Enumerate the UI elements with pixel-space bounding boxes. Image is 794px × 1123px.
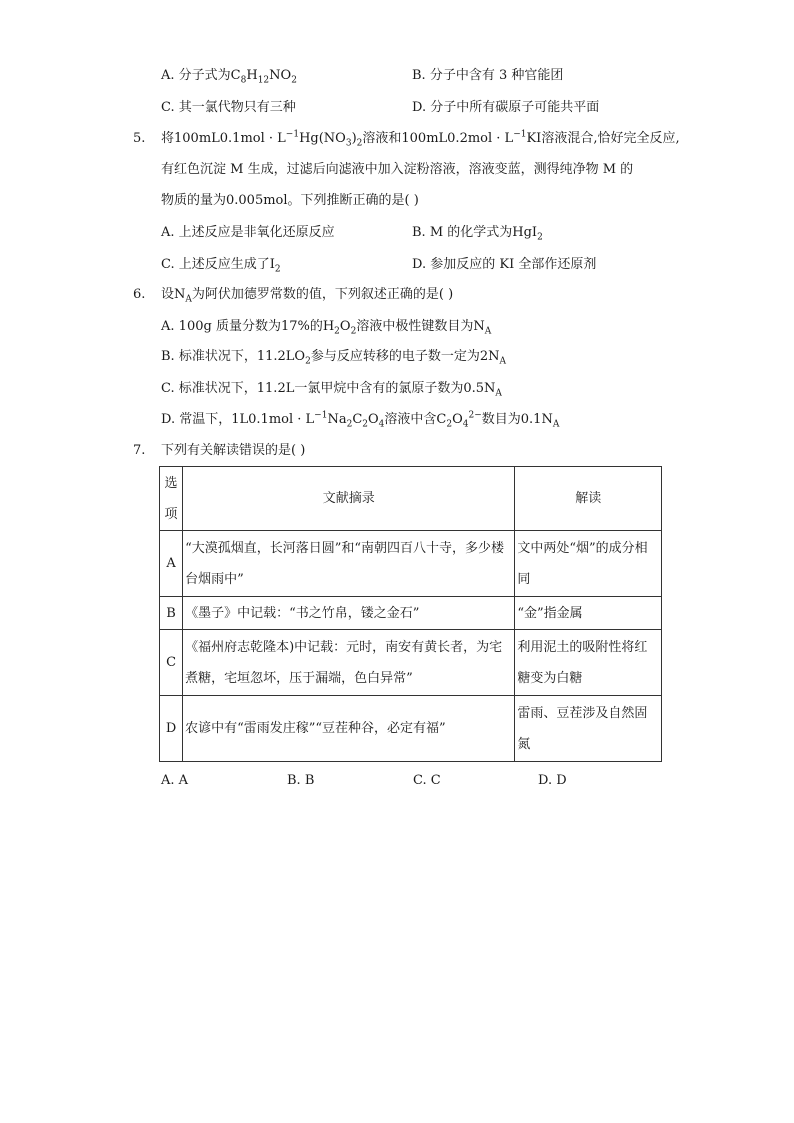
row-interpretation: “金”指金属 (515, 597, 662, 630)
option-label: C. (161, 381, 175, 396)
option-text: 参加反应的 KI 全部作还原剂 (430, 257, 597, 272)
q6-option-d[interactable] (161, 411, 559, 429)
question-number: 7. (133, 443, 146, 458)
row-option: B (160, 597, 183, 630)
row-option: A (160, 531, 183, 597)
option-text: 标准状况下，$11.2LO_2$参与反应转移的电子数一定为$2N_A$ (178, 349, 506, 367)
q7-option-b[interactable]: B. B (287, 773, 315, 788)
row-interpretation: 利用泥土的吸附性将红糖变为白糖 (515, 630, 662, 696)
q5-option-b[interactable] (412, 224, 543, 242)
row-interpretation: 雷雨、豆茬涉及自然固氮 (515, 696, 662, 762)
option-label: D. (412, 257, 427, 272)
row-excerpt: “大漠孤烟直，长河落日圆”和“南朝四百八十寺，多少楼台烟雨中” (183, 531, 515, 597)
option-text: 其一氯代物只有三种 (178, 100, 296, 115)
option-text: 分子中所有碳原子可能共平面 (430, 100, 600, 115)
q7-option-c[interactable]: C. C (413, 773, 441, 788)
table-row (160, 597, 662, 630)
option-label: B. (412, 225, 426, 240)
q4-option-c[interactable] (161, 99, 296, 117)
option-label: A. (161, 68, 175, 83)
table-row (160, 531, 662, 597)
option-label: A. (161, 225, 175, 240)
option-text: 标准状况下，11.2L一氯甲烷中含有的氯原子数为$0.5N_A$ (178, 381, 502, 399)
literature-table (159, 466, 662, 762)
question-number: 5. (133, 131, 146, 146)
header-interpretation: 解读 (515, 467, 662, 531)
table-row (160, 630, 662, 696)
option-label: A. (161, 319, 175, 334)
row-excerpt: 农谚中有“雷雨发庄稼”“豆茬种谷，必定有福” (183, 696, 515, 762)
q4-option-b[interactable] (412, 67, 563, 85)
option-label: D. (412, 100, 427, 115)
option-label: D. (161, 412, 176, 427)
question-stem-line: 下列有关解读错误的是( ) (161, 443, 306, 458)
option-label: C. (161, 257, 175, 272)
question-stem-line: 有红色沉淀 M 生成，过滤后向滤液中加入淀粉溶液，溶液变蓝，测得纯净物 M 的 (161, 162, 634, 177)
q4-option-d[interactable] (412, 99, 599, 117)
option-text: 分子中含有 3 种官能团 (429, 68, 564, 83)
q6-option-c[interactable] (161, 380, 502, 398)
option-text: 上述反应是非氧化还原反应 (178, 225, 335, 240)
table-row (160, 696, 662, 762)
option-text: 100g 质量分数为17%的$H_2O_2$溶液中极性键数目为$N_A$ (178, 319, 492, 337)
row-option: D (160, 696, 183, 762)
option-label: B. (412, 68, 426, 83)
question-stem-line: 设$N_A$为阿伏加德罗常数的值，下列叙述正确的是( ) (161, 287, 454, 305)
option-text: 常温下，$1L0.1mol \cdot L^{-1}Na_2C_2O_4$溶液中含$C_2O_4^{2-}$数目为$0.1N_A$ (179, 410, 560, 430)
row-excerpt: 《墨子》中记载：“书之竹帛，镂之金石” (183, 597, 515, 630)
row-option: C (160, 630, 183, 696)
option-text: 上述反应生成了$I_2$ (178, 257, 281, 275)
q7-option-a[interactable]: A. A (161, 773, 189, 788)
q4-option-a[interactable] (161, 67, 297, 85)
header-excerpt: 文献摘录 (183, 467, 515, 531)
option-label: C. (161, 100, 175, 115)
q6-option-a[interactable] (161, 318, 491, 336)
option-text: 分子式为$C_8H_{12}NO_2$ (178, 68, 297, 86)
option-label: B. (161, 349, 175, 364)
row-interpretation: 文中两处“烟”的成分相同 (515, 531, 662, 597)
option-text: M 的化学式为HgI$_2$ (429, 225, 543, 243)
q5-option-c[interactable] (161, 256, 281, 274)
q5-option-d[interactable] (412, 256, 596, 274)
table-header-row (160, 467, 662, 531)
question-stem-line: 物质的量为0.005mol。下列推断正确的是( ) (161, 193, 419, 208)
q7-option-d[interactable]: D. D (538, 773, 567, 788)
question-number: 6. (133, 287, 146, 302)
row-excerpt: 《福州府志乾隆本)中记载：元时，南安有黄长者，为宅煮糖，宅垣忽坏，压于漏端，色白异常” (183, 630, 515, 696)
header-option: 选项 (160, 467, 183, 531)
question-stem-line: 将$100mL0.1mol \cdot L^{-1}Hg(NO_3)_2$溶液和$100mL0.2mol \cdot L^{-1}KI$溶液混合,恰好完全反应, (161, 129, 680, 149)
q6-option-b[interactable] (161, 348, 506, 366)
q5-option-a[interactable] (161, 224, 335, 242)
